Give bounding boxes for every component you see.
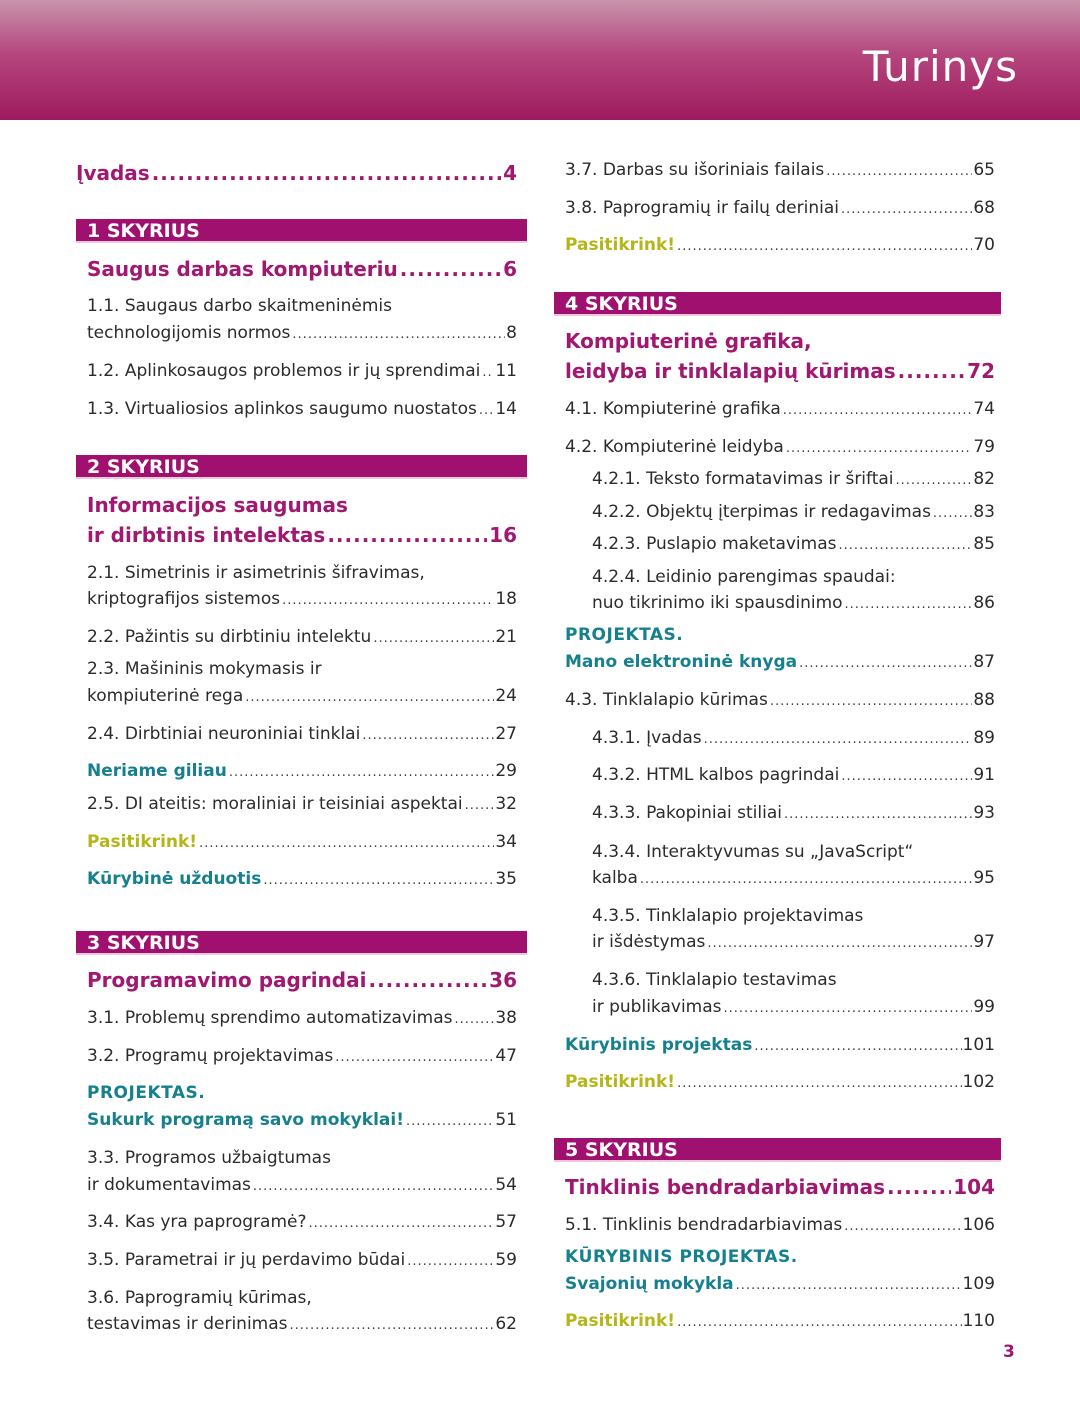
- toc-entry-label: Neriame giliau: [87, 761, 227, 781]
- toc-entry-4-2-4-line1: 4.2.4. Leidinio parengimas spaudai:: [592, 567, 896, 587]
- dot-leader: [752, 1033, 961, 1060]
- toc-entry-label: Kūrybinis projektas: [565, 1035, 753, 1055]
- toc-entry-label: ir publikavimas: [592, 997, 722, 1017]
- dot-leader: [705, 930, 972, 957]
- dot-leader: [405, 1248, 494, 1275]
- toc-entry-label: ir dokumentavimas: [87, 1175, 251, 1195]
- dot-leader: [839, 196, 972, 223]
- dot-leader: [398, 254, 501, 284]
- dot-leader: [243, 684, 494, 711]
- toc-entry-page: 21: [495, 627, 517, 647]
- dot-leader: [251, 1173, 494, 1200]
- toc-project-5-line1: KŪRYBINIS PROJEKTAS.: [565, 1247, 798, 1267]
- dot-leader: [638, 866, 972, 893]
- dot-leader: [836, 532, 972, 559]
- toc-entry-page: 51: [495, 1110, 517, 1130]
- toc-entry-page: 29: [495, 761, 517, 781]
- toc-entry-page: 110: [962, 1311, 995, 1331]
- dot-leader: [280, 587, 494, 614]
- chapter-3-title-label: Programavimo pagrindai: [87, 968, 367, 992]
- chapter-4-title-label: leidyba ir tinklalapių kūrimas: [565, 359, 896, 383]
- toc-entry-1-1-line1: 1.1. Saugaus darbo skaitmeninėmis: [87, 296, 392, 316]
- chapter-1-title-label: Saugus darbas kompiuteriu: [87, 257, 398, 281]
- toc-entry-label: Sukurk programą savo mokyklai!: [87, 1110, 404, 1130]
- toc-entry-label: kalba: [592, 868, 638, 888]
- dot-leader: [480, 359, 494, 386]
- toc-entry-label: 3.1. Problemų sprendimo automatizavimas: [87, 1008, 453, 1028]
- toc-entry-3-6-line1: 3.6. Paprogramių kūrimas,: [87, 1288, 312, 1308]
- toc-entry-label: 1.3. Virtualiosios aplinkos saugumo nuostatos: [87, 399, 477, 419]
- toc-entry-label: Kūrybinė užduotis: [87, 869, 262, 889]
- dot-leader: [371, 625, 494, 652]
- toc-entry-page: 88: [973, 690, 995, 710]
- chapter-1-title[interactable]: [87, 254, 517, 284]
- toc-entry-page: 11: [495, 361, 517, 381]
- toc-entry-neriame-giliau[interactable]: [87, 758, 517, 786]
- toc-entry-2-4[interactable]: [87, 721, 517, 749]
- chapter-4-title[interactable]: [565, 356, 995, 386]
- chapter-2-page: 16: [489, 523, 517, 547]
- dot-leader: [290, 321, 505, 348]
- chapter-1-bar: 1 SKYRIUS: [76, 219, 527, 243]
- toc-entry-page: 8: [506, 323, 517, 343]
- toc-entry-pasitikrink-4[interactable]: [565, 1069, 995, 1097]
- toc-entry-4-3-1[interactable]: [592, 725, 995, 753]
- toc-entry-label: 4.2. Kompiuterinė leidyba: [565, 437, 784, 457]
- toc-entry-label: Pasitikrink!: [565, 1072, 676, 1092]
- toc-entry-4-3-4-line1: 4.3.4. Interaktyvumas su „JavaScript“: [592, 842, 914, 862]
- toc-entry-kurybinis-projektas[interactable]: [565, 1032, 995, 1060]
- toc-entry-label: 3.8. Paprogramių ir failų deriniai: [565, 198, 839, 218]
- dot-leader: [477, 397, 494, 424]
- toc-project-4-line1: PROJEKTAS.: [565, 625, 684, 645]
- toc-entry-kurybine-uzduotis[interactable]: [87, 866, 517, 894]
- chapter-4-bar: 4 SKYRIUS: [554, 292, 1001, 316]
- dot-leader: [839, 763, 972, 790]
- toc-intro-label: Įvadas: [76, 161, 150, 185]
- toc-entry-2-1[interactable]: [87, 586, 517, 614]
- toc-entry-3-5[interactable]: [87, 1247, 517, 1275]
- toc-entry-4-3-5[interactable]: [592, 929, 995, 957]
- toc-intro[interactable]: [76, 158, 517, 188]
- toc-entry-label: ir išdėstymas: [592, 932, 706, 952]
- chapter-2-title-line1: Informacijos saugumas: [87, 493, 348, 517]
- toc-entry-label: 4.1. Kompiuterinė grafika: [565, 399, 781, 419]
- toc-entry-3-3-line1: 3.3. Programos užbaigtumas: [87, 1148, 331, 1168]
- toc-entry-label: 3.5. Parametrai ir jų perdavimo būdai: [87, 1250, 406, 1270]
- dot-leader: [333, 1044, 494, 1071]
- chapter-3-page: 36: [489, 968, 517, 992]
- toc-entry-2-2[interactable]: [87, 624, 517, 652]
- toc-entry-2-3-line1: 2.3. Mašininis mokymasis ir: [87, 659, 322, 679]
- toc-entry-4-2-2[interactable]: [592, 499, 995, 527]
- chapter-4-page: 72: [967, 359, 995, 383]
- page-title: Turinys: [862, 42, 1018, 91]
- toc-entry-page: 57: [495, 1212, 517, 1232]
- toc-entry-page: 74: [973, 399, 995, 419]
- toc-entry-page: 27: [495, 724, 517, 744]
- toc-entry-4-3-2[interactable]: [592, 762, 995, 790]
- dot-leader: [366, 965, 487, 995]
- toc-entry-page: 93: [973, 803, 995, 823]
- dot-leader: [675, 1309, 961, 1336]
- toc-entry-label: testavimas ir derinimas: [87, 1314, 288, 1334]
- toc-entry-label: technologijomis normos: [87, 323, 291, 343]
- toc-entry-4-2-1[interactable]: [592, 466, 995, 494]
- dot-leader: [307, 1210, 495, 1237]
- chapter-1-page: 6: [503, 257, 517, 281]
- toc-entry-page: 85: [973, 534, 995, 554]
- toc-entry-5-1[interactable]: [565, 1212, 995, 1240]
- toc-entry-3-1[interactable]: [87, 1005, 517, 1033]
- dot-leader: [360, 722, 494, 749]
- toc-entry-label: Svajonių mokykla: [565, 1274, 734, 1294]
- toc-entry-4-3[interactable]: [565, 687, 995, 715]
- toc-entry-page: 65: [973, 160, 995, 180]
- toc-entry-page: 59: [495, 1250, 517, 1270]
- toc-entry-page: 102: [962, 1072, 995, 1092]
- toc-entry-label: 1.2. Aplinkosaugos problemos ir jų sprendimai: [87, 361, 481, 381]
- toc-project-4[interactable]: [565, 649, 995, 677]
- dot-leader: [781, 397, 973, 424]
- toc-entry-page: 95: [973, 868, 995, 888]
- toc-entry-page: 34: [495, 832, 517, 852]
- toc-entry-pasitikrink-3[interactable]: [565, 232, 995, 260]
- chapter-5-title[interactable]: [565, 1172, 995, 1202]
- toc-entry-1-2[interactable]: [87, 358, 517, 386]
- toc-entry-page: 86: [973, 593, 995, 613]
- dot-leader: [931, 500, 972, 527]
- chapter-2-title[interactable]: [87, 520, 517, 550]
- page-number: 3: [1003, 1342, 1015, 1362]
- toc-entry-label: 3.2. Programų projektavimas: [87, 1046, 334, 1066]
- dot-leader: [675, 1070, 961, 1097]
- toc-entry-page: 32: [495, 794, 517, 814]
- toc-entry-4-2-3[interactable]: [592, 531, 995, 559]
- toc-entry-page: 47: [495, 1046, 517, 1066]
- dot-leader: [702, 726, 973, 753]
- toc-project-3[interactable]: [87, 1107, 517, 1135]
- toc-entry-3-6[interactable]: [87, 1311, 517, 1339]
- toc-entry-4-2-4[interactable]: [592, 590, 995, 618]
- chapter-2-title-label: ir dirbtinis intelektas: [87, 523, 326, 547]
- dot-leader: [885, 1172, 951, 1202]
- toc-entry-page: 38: [495, 1008, 517, 1028]
- dot-leader: [843, 591, 973, 618]
- dot-leader: [288, 1312, 495, 1339]
- chapter-5-title-label: Tinklinis bendradarbiavimas: [565, 1175, 885, 1199]
- toc-entry-label: 3.4. Kas yra paprogramė?: [87, 1212, 307, 1232]
- toc-entry-3-7[interactable]: [565, 157, 995, 185]
- toc-entry-4-3-4[interactable]: [592, 865, 995, 893]
- toc-entry-label: 4.3. Tinklalapio kūrimas: [565, 690, 768, 710]
- dot-leader: [782, 801, 972, 828]
- dot-leader: [227, 759, 495, 786]
- toc-entry-3-4[interactable]: [87, 1209, 517, 1237]
- toc-entry-page: 106: [962, 1215, 995, 1235]
- dot-leader: [797, 650, 972, 677]
- toc-entry-3-3[interactable]: [87, 1172, 517, 1200]
- toc-intro-page: 4: [503, 161, 517, 185]
- toc-entry-page: 79: [973, 437, 995, 457]
- toc-entry-label: 2.5. DI ateitis: moraliniai ir teisiniai aspektai: [87, 794, 463, 814]
- toc-entry-label: 2.2. Pažintis su dirbtiniu intelektu: [87, 627, 372, 647]
- toc-entry-1-1[interactable]: [87, 320, 517, 348]
- toc-entry-label: kompiuterinė rega: [87, 686, 244, 706]
- toc-entry-label: 4.2.3. Puslapio maketavimas: [592, 534, 837, 554]
- toc-entry-label: 3.7. Darbas su išoriniais failais: [565, 160, 825, 180]
- toc-entry-2-1-line1: 2.1. Simetrinis ir asimetrinis šifravimas,: [87, 563, 425, 583]
- dot-leader: [768, 688, 973, 715]
- toc-project-5[interactable]: [565, 1271, 995, 1299]
- dot-leader: [896, 356, 966, 386]
- toc-entry-pasitikrink-2[interactable]: [87, 829, 517, 857]
- dot-leader: [463, 792, 495, 819]
- toc-entry-3-8[interactable]: [565, 195, 995, 223]
- dot-leader: [824, 158, 972, 185]
- toc-entry-page: 82: [973, 469, 995, 489]
- toc-entry-page: 62: [495, 1314, 517, 1334]
- toc-entry-4-3-6-line1: 4.3.6. Tinklalapio testavimas: [592, 970, 837, 990]
- toc-entry-label: Pasitikrink!: [87, 832, 198, 852]
- toc-entry-page: 91: [973, 765, 995, 785]
- toc-entry-4-2[interactable]: [565, 434, 995, 462]
- toc-entry-label: nuo tikrinimo iki spausdinimo: [592, 593, 843, 613]
- toc-entry-label: Mano elektroninė knyga: [565, 652, 798, 672]
- dot-leader: [325, 520, 487, 550]
- toc-entry-label: 4.2.2. Objektų įterpimas ir redagavimas: [592, 502, 931, 522]
- toc-entry-label: 4.3.2. HTML kalbos pagrindai: [592, 765, 840, 785]
- toc-entry-label: 4.2.1. Teksto formatavimas ir šriftai: [592, 469, 894, 489]
- toc-entry-page: 14: [495, 399, 517, 419]
- toc-entry-1-3[interactable]: [87, 396, 517, 424]
- dot-leader: [894, 467, 973, 494]
- toc-entry-page: 97: [973, 932, 995, 952]
- toc-entry-page: 89: [973, 728, 995, 748]
- chapter-5-page: 104: [953, 1175, 995, 1199]
- dot-leader: [404, 1108, 494, 1135]
- dot-leader: [722, 995, 973, 1022]
- dot-leader: [261, 867, 494, 894]
- toc-entry-label: Pasitikrink!: [565, 235, 676, 255]
- toc-entry-label: 5.1. Tinklinis bendradarbiavimas: [565, 1215, 843, 1235]
- toc-project-3-line1: PROJEKTAS.: [87, 1083, 206, 1103]
- toc-entry-4-1[interactable]: [565, 396, 995, 424]
- dot-leader: [197, 830, 494, 857]
- toc-entry-page: 83: [973, 502, 995, 522]
- chapter-5-bar: 5 SKYRIUS: [554, 1138, 1001, 1162]
- toc-entry-4-3-5-line1: 4.3.5. Tinklalapio projektavimas: [592, 906, 864, 926]
- toc-entry-3-2[interactable]: [87, 1043, 517, 1071]
- toc-entry-page: 24: [495, 686, 517, 706]
- toc-entry-2-3[interactable]: [87, 683, 517, 711]
- toc-entry-pasitikrink-5[interactable]: [565, 1308, 995, 1336]
- toc-entry-page: 109: [962, 1274, 995, 1294]
- toc-entry-4-3-6[interactable]: [592, 994, 995, 1022]
- toc-entry-page: 18: [495, 589, 517, 609]
- toc-entry-page: 99: [973, 997, 995, 1017]
- chapter-4-title-line1: Kompiuterinė grafika,: [565, 329, 812, 353]
- chapter-2-bar: 2 SKYRIUS: [76, 455, 527, 479]
- toc-entry-page: 70: [973, 235, 995, 255]
- toc-entry-label: kriptografijos sistemos: [87, 589, 281, 609]
- header-band: [0, 0, 1080, 120]
- chapter-3-bar: 3 SKYRIUS: [76, 931, 527, 955]
- toc-entry-page: 68: [973, 198, 995, 218]
- toc-entry-label: 2.4. Dirbtiniai neuroniniai tinklai: [87, 724, 361, 744]
- toc-entry-2-5[interactable]: [87, 791, 517, 819]
- toc-entry-label: 4.3.1. Įvadas: [592, 728, 702, 748]
- dot-leader: [150, 158, 501, 188]
- dot-leader: [784, 435, 973, 462]
- toc-entry-page: 54: [495, 1175, 517, 1195]
- dot-leader: [734, 1272, 962, 1299]
- dot-leader: [675, 233, 972, 260]
- toc-entry-label: 4.3.3. Pakopiniai stiliai: [592, 803, 782, 823]
- toc-entry-page: 35: [495, 869, 517, 889]
- chapter-3-title[interactable]: [87, 965, 517, 995]
- toc-entry-page: 101: [962, 1035, 995, 1055]
- dot-leader: [452, 1006, 494, 1033]
- toc-entry-4-3-3[interactable]: [592, 800, 995, 828]
- toc-entry-page: 87: [973, 652, 995, 672]
- dot-leader: [842, 1213, 961, 1240]
- toc-entry-label: Pasitikrink!: [565, 1311, 676, 1331]
